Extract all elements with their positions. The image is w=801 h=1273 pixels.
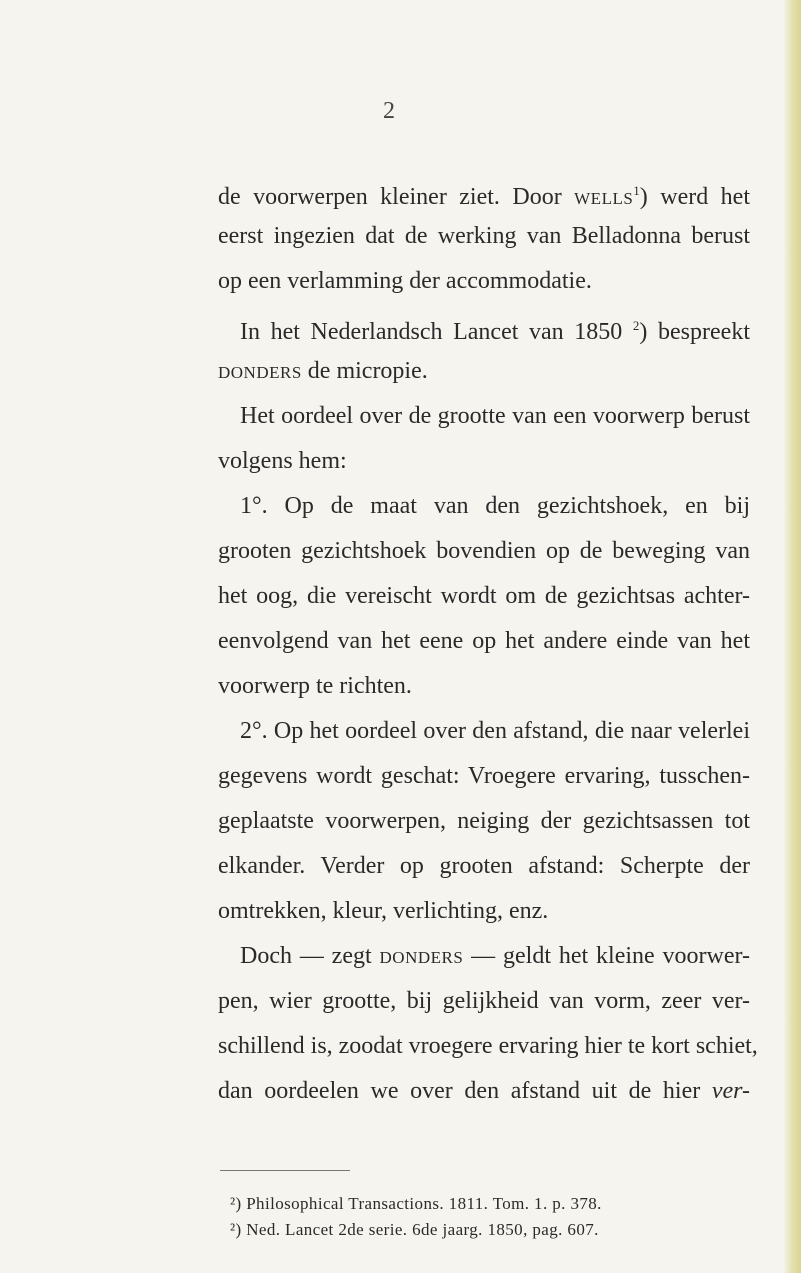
text-line-12: voorwerp te richten. [218, 673, 412, 699]
text-line-17: omtrekken, kleur, verlichting, enz. [218, 898, 549, 924]
text-line-1: de voorwerpen kleiner ziet. Door wells$^1$) werd het [218, 183, 750, 210]
text-line-15: geplaatste voorwerpen, neiging der gezichtsassen tot [218, 808, 750, 834]
footnote-1: ²) Philosophical Transactions. 1811. Tom. 1. p. 378. [230, 1194, 602, 1213]
page-edge-stain [783, 0, 801, 1273]
text-line-16: elkander. Verder op grooten afstand: Scherpte der [218, 853, 750, 879]
text-line-9: grooten gezichtshoek bovendien op de beweging van [218, 538, 750, 564]
text-line-4: In het Nederlandsch Lancet van 1850 $^2$) bespreekt [240, 318, 750, 345]
text-line-20: schillend is, zoodat vroegere ervaring hier te kort schiet, [218, 1033, 758, 1059]
text-line-13: 2°. Op het oordeel over den afstand, die naar velerlei [240, 718, 750, 744]
text-line-10: het oog, die vereischt wordt om de gezichtsas achter- [218, 583, 750, 609]
page-number: 2 [383, 98, 395, 124]
text-line-3: op een verlamming der accommodatie. [218, 268, 592, 294]
text-line-11: eenvolgend van het eene op het andere einde van het [218, 628, 750, 654]
footnote-2: ²) Ned. Lancet 2de serie. 6de jaarg. 1850, pag. 607. [230, 1220, 599, 1239]
text-line-8: 1°. Op de maat van den gezichtshoek, en bij [240, 493, 750, 519]
footnote-divider [220, 1170, 350, 1171]
text-line-5: donders de micropie. [218, 358, 428, 384]
text-line-7: volgens hem: [218, 448, 347, 474]
text-line-14: gegevens wordt geschat: Vroegere ervaring, tusschen- [218, 763, 750, 789]
text-line-21: dan oordeelen we over den afstand uit de hier ver- [218, 1078, 750, 1104]
text-line-18: Doch — zegt donders — geldt het kleine voorwer- [240, 943, 750, 969]
text-line-6: Het oordeel over de grootte van een voorwerp berust [240, 403, 750, 429]
text-line-19: pen, wier grootte, bij gelijkheid van vorm, zeer ver- [218, 988, 750, 1014]
text-line-2: eerst ingezien dat de werking van Belladonna berust [218, 223, 750, 249]
